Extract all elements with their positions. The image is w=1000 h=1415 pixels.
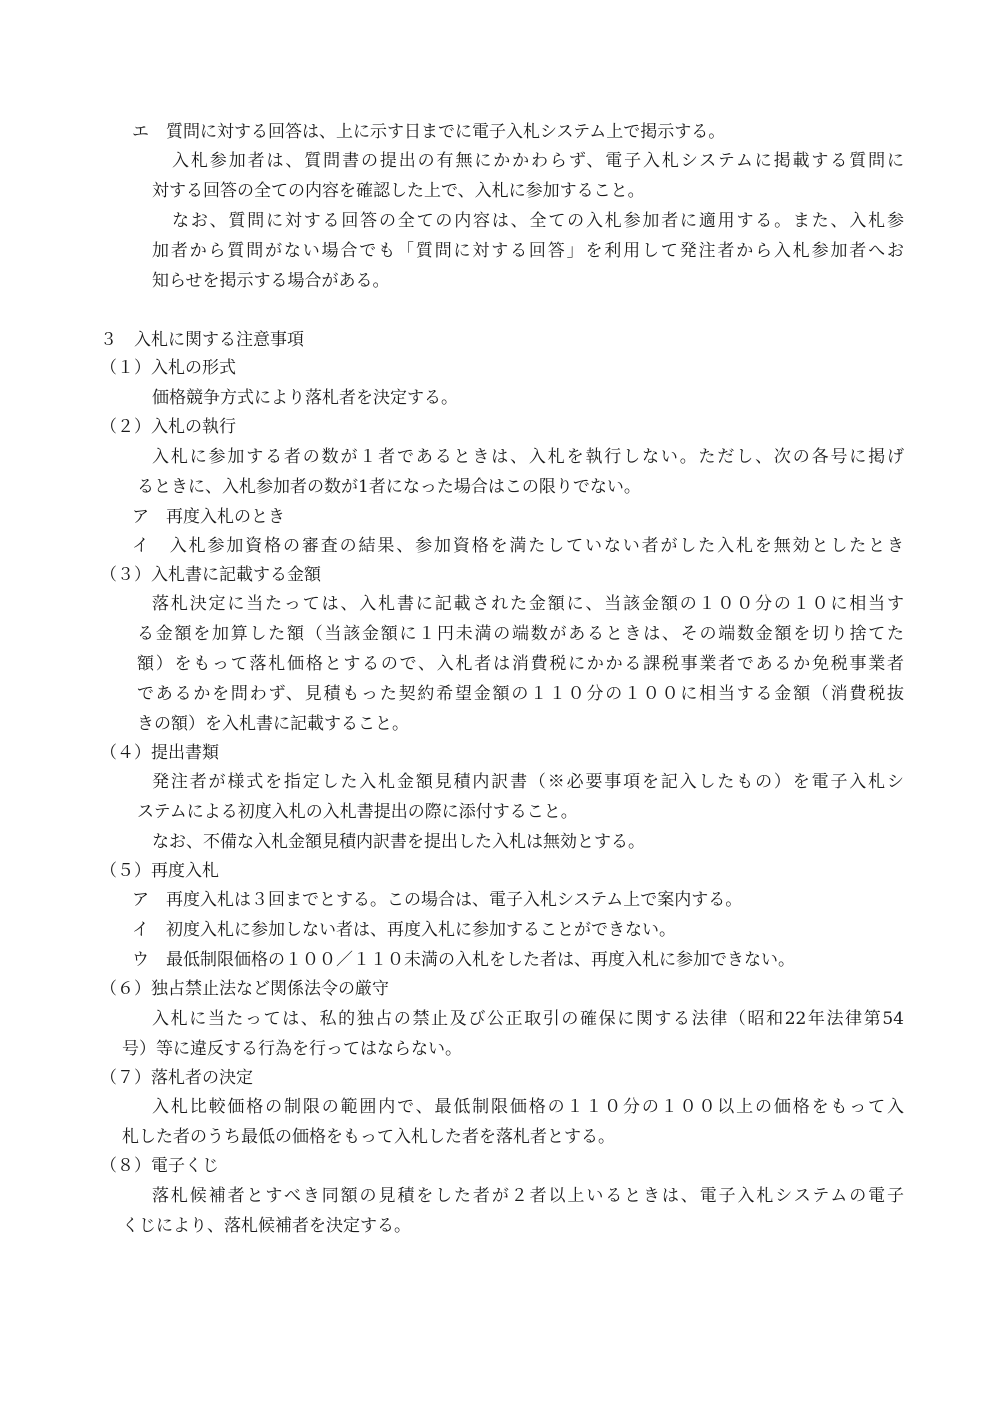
subsection-8-heading: （８）電子くじ: [100, 1156, 219, 1176]
subsection-6-text-line-2: 号）等に違反する行為を行ってはならない。: [122, 1039, 462, 1059]
answers-para-2-line-3: 知らせを掲示する場合がある。: [152, 271, 390, 291]
subsection-1-heading: （１）入札の形式: [100, 358, 236, 378]
subsection-3-text-line-3: 額）をもって落札価格とするので、入札者は消費税にかかる課税事業者であるか免税事業者: [137, 654, 904, 674]
subsection-3-text-line-4: であるかを問わず、見積もった契約希望金額の１１０分の１００に相当する金額（消費税抜: [137, 684, 904, 704]
subsection-3-heading: （３）入札書に記載する金額: [100, 565, 321, 585]
subsection-2-item-i: イ 入札参加資格の審査の結果、参加資格を満たしていない者がした入札を無効としたとき: [132, 536, 904, 556]
item-e-answers: エ 質問に対する回答は、上に示す日までに電子入札システム上で掲示する。: [132, 122, 726, 142]
subsection-5-item-a: ア 再度入札は３回までとする。この場合は、電子入札システム上で案内する。: [132, 890, 743, 910]
subsection-3-text-line-1: 落札決定に当たっては、入札書に記載された金額に、当該金額の１００分の１０に相当す: [152, 594, 904, 614]
answers-para-2-line-1: なお、質問に対する回答の全ての内容は、全ての入札参加者に適用する。また、入札参: [172, 211, 904, 231]
subsection-2-text-line-2: るときに、入札参加者の数が1者になった場合はこの限りでない。: [137, 477, 641, 497]
answers-para-2-line-2: 加者から質問がない場合でも「質問に対する回答」を利用して発注者から入札参加者へお: [152, 241, 904, 261]
subsection-3-text-line-5: きの額）を入札書に記載すること。: [137, 714, 409, 734]
subsection-8-text-line-2: くじにより、落札候補者を決定する。: [122, 1216, 411, 1236]
subsection-6-text-line-1: 入札に当たっては、私的独占の禁止及び公正取引の確保に関する法律（昭和22年法律第54: [152, 1009, 904, 1029]
subsection-5-item-u: ウ 最低制限価格の１００／１１０未満の入札をした者は、再度入札に参加できない。: [132, 950, 795, 970]
answers-para-1-line-1: 入札参加者は、質問書の提出の有無にかかわらず、電子入札システムに掲載する質問に: [172, 151, 904, 171]
answers-para-1-line-2: 対する回答の全ての内容を確認した上で、入札に参加すること。: [152, 181, 645, 201]
subsection-4-text-line-2: ステムによる初度入札の入札書提出の際に添付すること。: [137, 802, 578, 822]
subsection-5-item-i: イ 初度入札に参加しない者は、再度入札に参加することができない。: [132, 920, 676, 940]
subsection-7-text-line-2: 札した者のうち最低の価格をもって入札した者を落札者とする。: [122, 1127, 615, 1147]
subsection-2-text-line-1: 入札に参加する者の数が１者であるときは、入札を執行しない。ただし、次の各号に掲げ: [152, 447, 904, 467]
subsection-4-text-line-3: なお、不備な入札金額見積内訳書を提出した入札は無効とする。: [152, 832, 645, 852]
section-3-heading: ３ 入札に関する注意事項: [100, 330, 304, 350]
subsection-2-heading: （２）入札の執行: [100, 417, 236, 437]
subsection-5-heading: （５）再度入札: [100, 861, 219, 881]
subsection-4-text-line-1: 発注者が様式を指定した入札金額見積内訳書（※必要事項を記入したもの）を電子入札シ: [152, 772, 904, 792]
subsection-4-heading: （４）提出書類: [100, 743, 219, 763]
subsection-6-heading: （６）独占禁止法など関係法令の厳守: [100, 979, 389, 999]
subsection-1-text: 価格競争方式により落札者を決定する。: [152, 388, 458, 408]
subsection-8-text-line-1: 落札候補者とすべき同額の見積をした者が２者以上いるときは、電子入札システムの電子: [152, 1186, 904, 1206]
subsection-7-text-line-1: 入札比較価格の制限の範囲内で、最低制限価格の１１０分の１００以上の価格をもって入: [152, 1097, 904, 1117]
subsection-7-heading: （７）落札者の決定: [100, 1068, 253, 1088]
subsection-3-text-line-2: る金額を加算した額（当該金額に１円未満の端数があるときは、その端数金額を切り捨てた: [137, 624, 904, 644]
subsection-2-item-a: ア 再度入札のとき: [132, 507, 285, 527]
